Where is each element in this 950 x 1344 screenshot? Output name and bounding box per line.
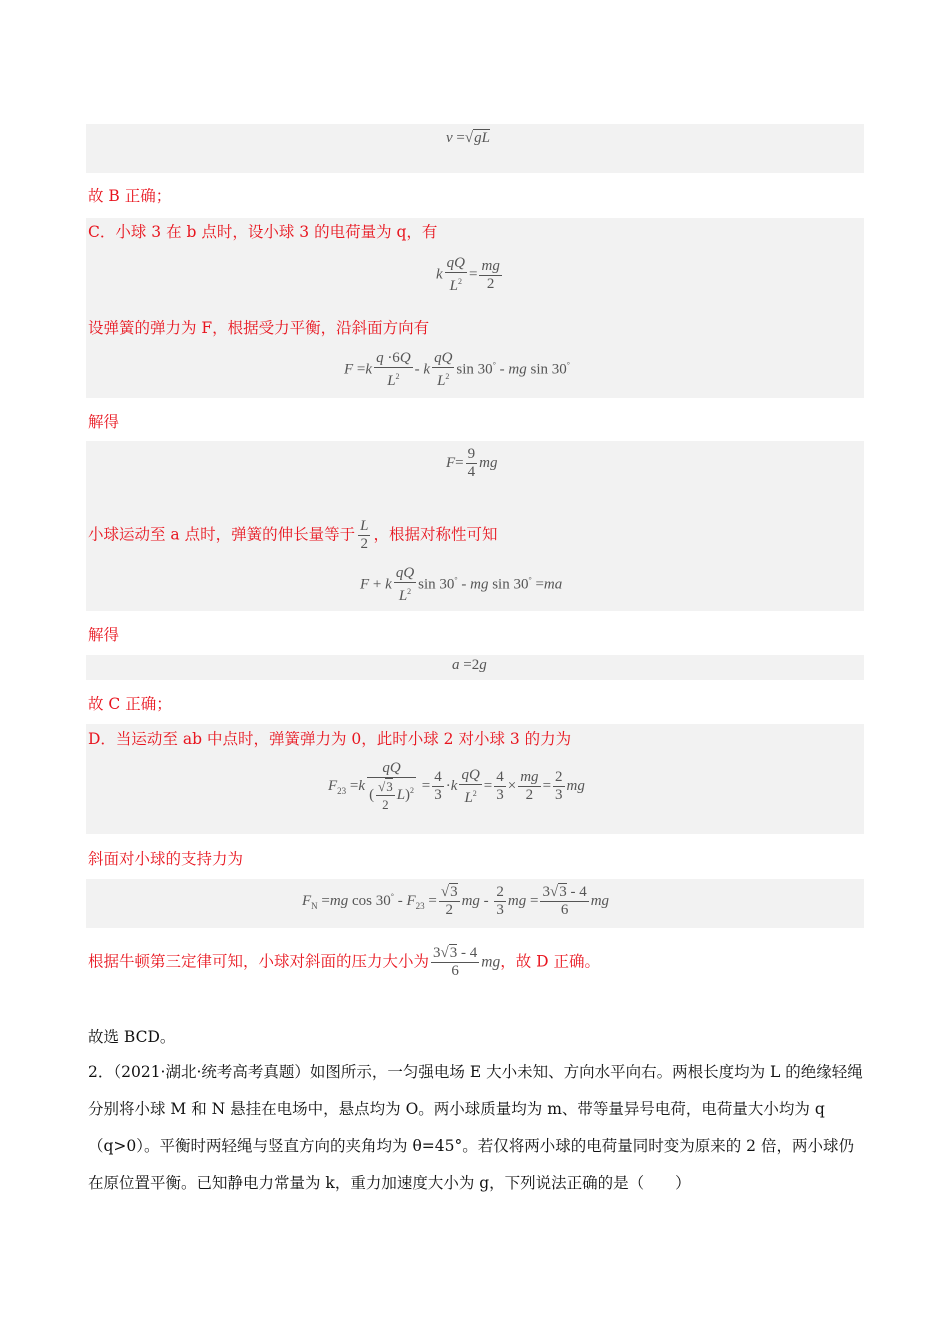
statement-c: 故 C 正确；	[88, 695, 172, 713]
spring-force-text: 设弹簧的弹力为 F，根据受力平衡，沿斜面方向有	[88, 319, 430, 337]
solve-label: 解得	[88, 626, 120, 644]
equation-v: v =√gL	[446, 130, 490, 146]
equation-c3: F= $\frac{9}{4}$ mg	[446, 446, 498, 480]
equation-c5: a =2g	[452, 657, 487, 673]
equation-d1: $F_{23} =k$ qQ ( $\frac{√3}{2}$ L)$^2$ = $\frac{4}{3}$ ·k $\frac{qQ}{L^2}$ = $\frac{4}{3}$ × $\frac{mg}{2}$ = $\frac{2}{3}$ mg	[328, 760, 585, 812]
support-force-text: 斜面对小球的支持力为	[88, 850, 244, 868]
option-c-intro: C．小球 3 在 b 点时，设小球 3 的电荷量为 q，有	[88, 223, 438, 241]
option-d-intro: D．当运动至 ab 中点时，弹簧弹力为 0，此时小球 2 对小球 3 的力为	[88, 730, 572, 748]
equation-c4: F + k $\frac{qQ}{L^2}$ sin 30° - mg sin 30° =ma	[360, 565, 563, 604]
solve-label: 解得	[88, 413, 120, 431]
newton-third-law-text: 根据牛顿第三定律可知，小球对斜面的压力大小为 $\frac{3√3 - 4}{6}$ mg，故 D 正确。	[88, 945, 600, 979]
point-a-text: 小球运动至 a 点时，弹簧的伸长量等于 $\frac{L}{2}$ ，根据对称性可知	[88, 518, 498, 552]
question-2: 2．（2021·湖北·统考高考真题）如图所示，一匀强电场 E 大小未知、方向水平向右。两根长度均为 L 的绝缘轻绳分别将小球 M 和 N 悬挂在电场中，悬点均为 O。两小球质量均为 m、带等量异号电荷，电荷量大小均为 q（q>0）。平衡时两轻绳与竖直方向的夹角均为 θ=45°。若仅将两小球的电荷量同时变为原来的 2 倍，两小球仍在原位置平衡。已知静电力常量为 k，重力加速度大小为 g，下列说法正确的是（ ）	[88, 1063, 863, 1192]
equation-c2: F =k $\frac{q \cdot 6Q}{L^2}$ - k $\frac{qQ}{L^2}$ sin 30° - mg sin 30°	[344, 350, 570, 389]
equation-c1: k $\frac{qQ}{L^2}$ = $\frac{mg}{2}$	[436, 255, 500, 294]
final-answer: 故选 BCD。	[88, 1028, 176, 1046]
equation-d2: $F_N =mg$ $\cos 30^\circ - F_{23}$ = $\frac{√3}{2}$ mg - $\frac{2}{3}$ mg = $\frac{3√3 - 4}{6}$ mg	[302, 884, 610, 918]
statement-b: 故 B 正确；	[88, 187, 172, 205]
